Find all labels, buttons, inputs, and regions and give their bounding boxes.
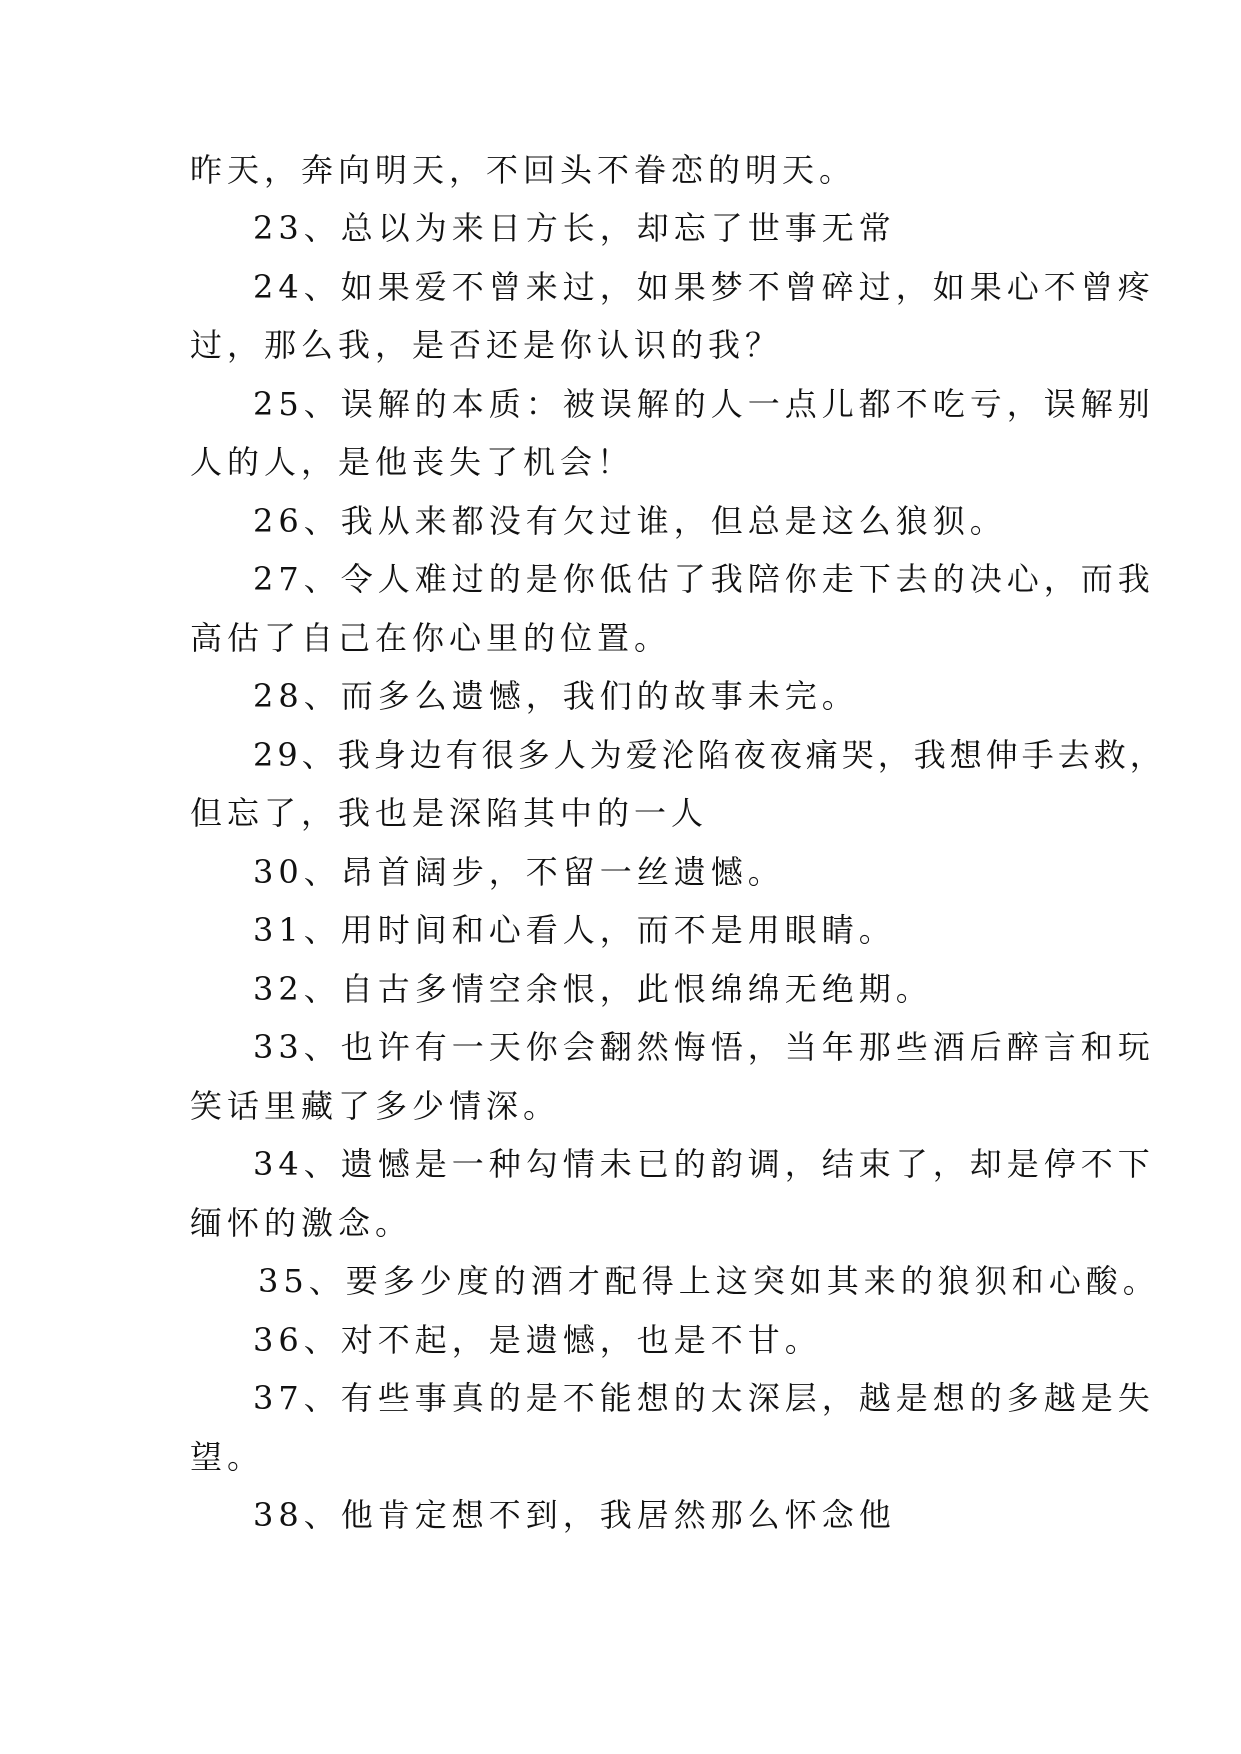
text-line: 23、总以为来日方长，却忘了世事无常: [253, 209, 896, 247]
text-line: 31、用时间和心看人，而不是用眼睛。: [253, 911, 896, 949]
text-line: 29、我身边有很多人为爱沦陷夜夜痛哭，我想伸手去救，: [253, 736, 1166, 774]
text-line: 32、自古多情空余恨，此恨绵绵无绝期。: [253, 970, 933, 1008]
text-line: 望。: [190, 1438, 265, 1476]
text-line: 笑话里藏了多少情深。: [190, 1087, 561, 1125]
text-line: 昨天，奔向明天，不回头不眷恋的明天。: [190, 151, 857, 189]
text-line: 26、我从来都没有欠过谁，但总是这么狼狈。: [253, 502, 1007, 540]
text-line: 27、令人难过的是你低估了我陪你走下去的决心，而我: [253, 560, 1155, 598]
text-line: 过，那么我，是否还是你认识的我？: [190, 326, 783, 364]
text-line: 34、遗憾是一种勾情未已的韵调，结束了，却是停不下: [253, 1145, 1155, 1183]
text-line: 28、而多么遗憾，我们的故事未完。: [253, 677, 859, 715]
text-line: 高估了自己在你心里的位置。: [190, 619, 672, 657]
text-line: 38、他肯定想不到，我居然那么怀念他: [253, 1496, 896, 1534]
text-line: 25、误解的本质：被误解的人一点儿都不吃亏，误解别: [253, 385, 1155, 423]
text-line: 35、要多少度的酒才配得上这突如其来的狼狈和心酸。: [258, 1262, 1160, 1300]
text-line: 缅怀的激念。: [190, 1204, 413, 1242]
text-line: 人的人，是他丧失了机会！: [190, 443, 635, 481]
text-line: 但忘了，我也是深陷其中的一人: [190, 794, 709, 832]
text-line: 30、昂首阔步，不留一丝遗憾。: [253, 853, 785, 891]
text-line: 33、也许有一天你会翻然悔悟，当年那些酒后醉言和玩: [253, 1028, 1155, 1066]
text-line: 36、对不起，是遗憾，也是不甘。: [253, 1321, 822, 1359]
text-line: 37、有些事真的是不能想的太深层，越是想的多越是失: [253, 1379, 1155, 1417]
text-line: 24、如果爱不曾来过，如果梦不曾碎过，如果心不曾疼: [253, 268, 1155, 306]
